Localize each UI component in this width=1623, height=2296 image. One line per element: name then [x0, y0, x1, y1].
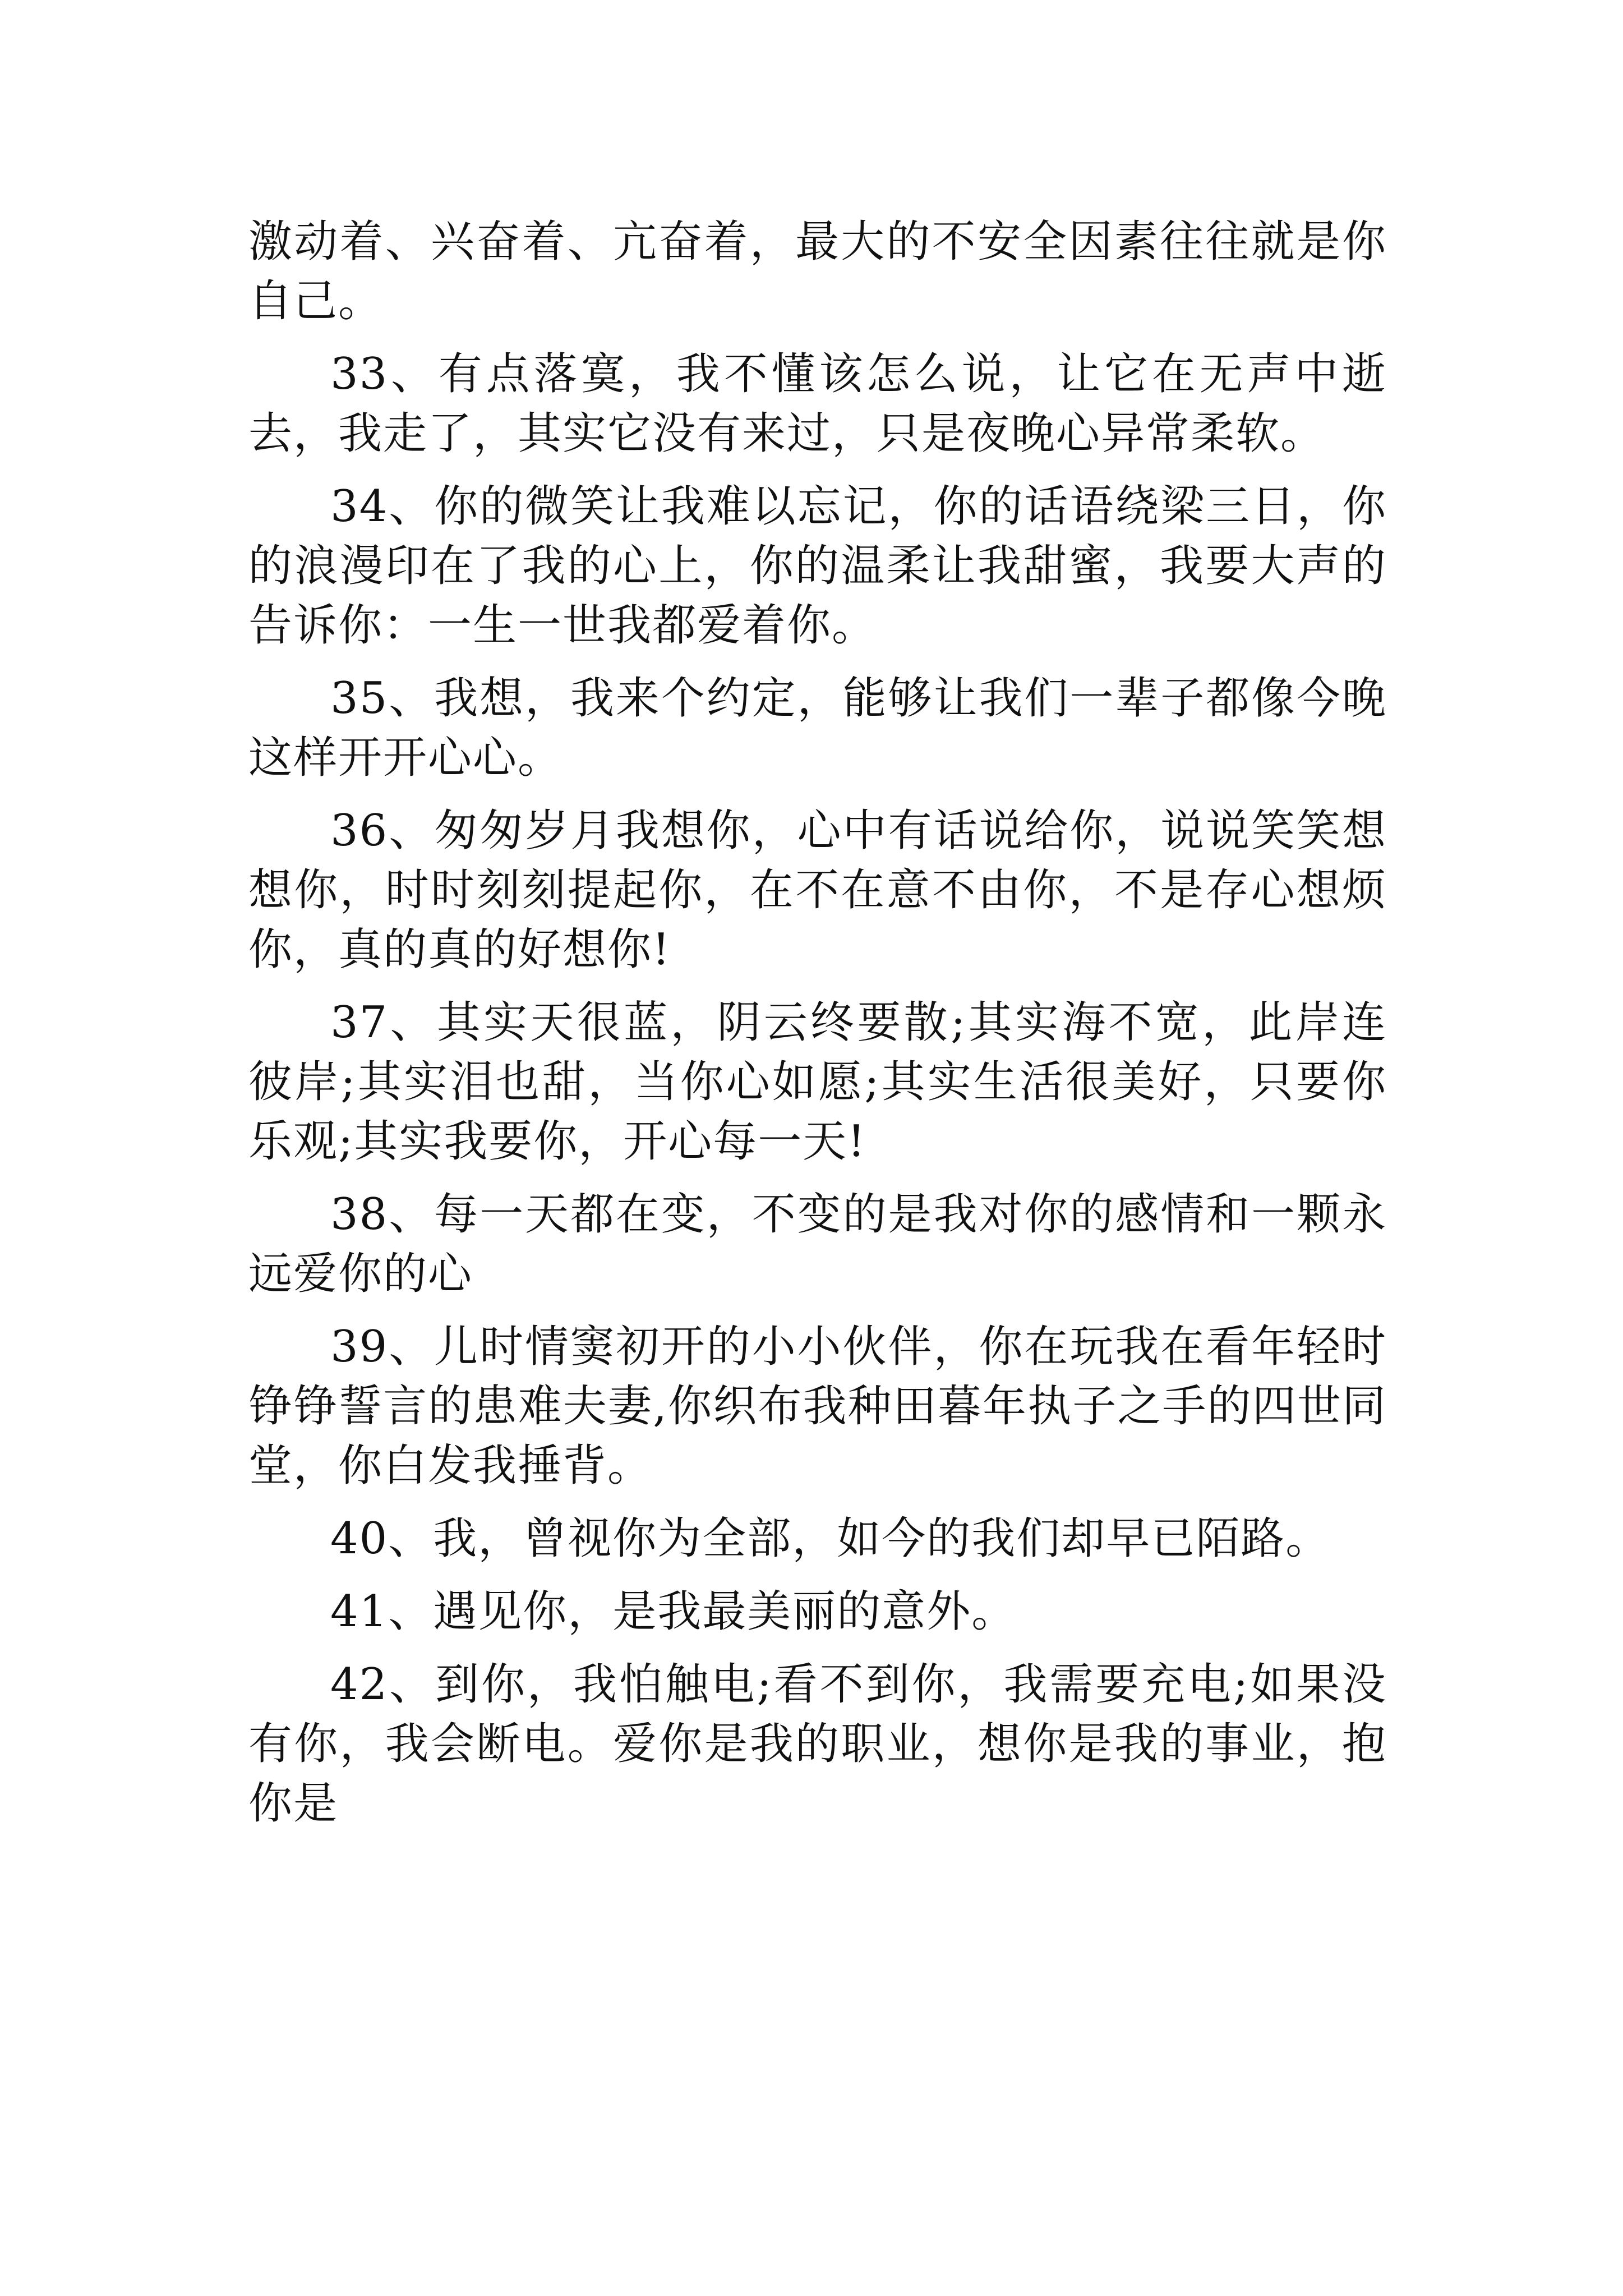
paragraph-37: 37、其实天很蓝，阴云终要散;其实海不宽，此岸连彼岸;其实泪也甜，当你心如愿;其实生活很美好，只要你乐观;其实我要你，开心每一天! — [248, 997, 1387, 1167]
paragraph-38: 38、每一天都在变，不变的是我对你的感情和一颗永远爱你的心 — [248, 1189, 1387, 1299]
paragraph-42: 42、到你，我怕触电;看不到你，我需要充电;如果没有你，我会断电。爱你是我的职业，想你是我的事业，抱你是 — [248, 1659, 1387, 1829]
paragraph-32-continuation: 激动着、兴奋着、亢奋着，最大的不安全因素往往就是你自己。 — [248, 217, 1387, 326]
paragraph-33: 33、有点落寞，我不懂该怎么说，让它在无声中逝去，我走了，其实它没有来过，只是夜晚心异常柔软。 — [248, 349, 1387, 459]
paragraph-34: 34、你的微笑让我难以忘记，你的话语绕梁三日，你的浪漫印在了我的心上，你的温柔让我甜蜜，我要大声的告诉你：一生一世我都爱着你。 — [248, 481, 1387, 651]
document-body — [248, 212, 1387, 1847]
paragraph-35: 35、我想，我来个约定，能够让我们一辈子都像今晚这样开开心心。 — [248, 673, 1387, 783]
paragraph-36: 36、匆匆岁月我想你，心中有话说给你，说说笑笑想想你，时时刻刻提起你，在不在意不由你，不是存心想烦你，真的真的好想你! — [248, 806, 1387, 975]
paragraph-40: 40、我，曾视你为全部，如今的我们却早已陌路。 — [330, 1513, 1331, 1564]
paragraph-39: 39、儿时情窦初开的小小伙伴，你在玩我在看年轻时铮铮誓言的患难夫妻,你织布我种田暮年执子之手的四世同堂，你白发我捶背。 — [248, 1322, 1387, 1491]
paragraph-41: 41、遇见你，是我最美丽的意外。 — [330, 1586, 1017, 1637]
